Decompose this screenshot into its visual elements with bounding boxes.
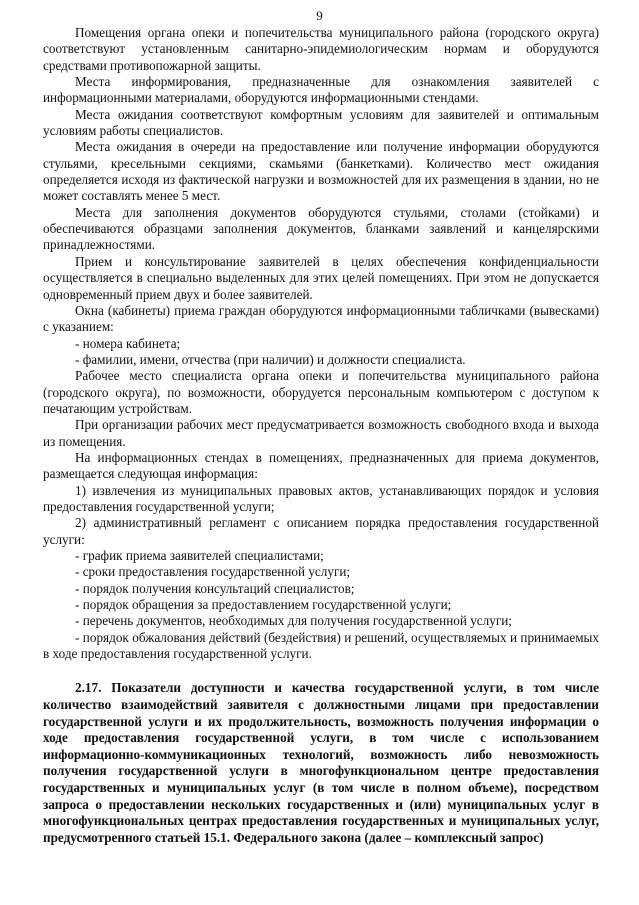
paragraph-waiting-places: Места ожидания соответствуют комфортным условиям для заявителей и оптимальным условиям работы специалистов. bbox=[43, 106, 599, 139]
paragraph-premises: Помещения органа опеки и попечительства муниципального района (городского округа) соответствуют установленным санитарно-эпидемиологическим нормам и оборудуются средствами противопожарной защиты. bbox=[43, 25, 599, 73]
page-number: 9 bbox=[316, 8, 323, 23]
paragraph-workplace: Рабочее место специалиста органа опеки и попечительства муниципального района (городского округа), по возможности, оборудуется персональным компьютером с доступом к печатающим устройствам. bbox=[43, 368, 599, 416]
list-item: - порядок получения консультаций специалистов; bbox=[75, 580, 355, 596]
paragraph-windows: Окна (кабинеты) приема граждан оборудуются информационными табличками (вывесками) с указанием: bbox=[43, 302, 599, 335]
list-item: - порядок обжалования действий (бездействия) и решений, осуществляемых и принимаемых в ходе предоставления государственной услуги. bbox=[43, 629, 599, 662]
paragraph-consultation: Прием и консультирование заявителей в целях обеспечения конфиденциальности осуществляется в специально выделенных для этих целей помещениях. При этом не допускается одновременный прием двух и более заявителей. bbox=[43, 253, 599, 302]
list-item: 1) извлечения из муниципальных правовых актов, устанавливающих порядок и условия предоставления государственной услуги; bbox=[43, 482, 599, 514]
paragraph-form-filling: Места для заполнения документов оборудуются стульями, столами (стойками) и обеспечиваются образцами заполнения документов, бланками заявлений и канцелярскими принадлежностями. bbox=[43, 204, 599, 253]
list-item: - фамилии, имени, отчества (при наличии) и должности специалиста. bbox=[75, 351, 466, 367]
list-item: 2) административный регламент с описанием порядка предоставления государственной услуги: bbox=[43, 515, 599, 547]
list-item: - порядок обращения за предоставлением государственной услуги; bbox=[75, 597, 452, 613]
paragraph-workplace-access: При организации рабочих мест предусматривается возможность свободного входа и выхода из помещения. bbox=[43, 417, 599, 449]
list-item: - сроки предоставления государственной услуги; bbox=[75, 564, 351, 580]
list-item: - перечень документов, необходимых для получения государственной услуги; bbox=[75, 613, 512, 629]
paragraph-info-places: Места информирования, предназначенные для ознакомления заявителей с информационными материалами, оборудуются информационными стендами. bbox=[43, 74, 599, 106]
paragraph-queue-seating: Места ожидания в очереди на предоставление или получение информации оборудуются стульями, кресельными секциями, скамьями (банкетками). Количество мест ожидания определяется исходя из фактической нагрузки и возможностей для их размещения в здании, но не может составлять менее 5 мест. bbox=[43, 139, 599, 204]
list-item: - график приема заявителей специалистами; bbox=[75, 548, 324, 563]
document-body bbox=[43, 25, 599, 846]
list-item: - номера кабинета; bbox=[75, 335, 181, 351]
paragraph-info-stands: На информационных стендах в помещениях, предназначенных для приема документов, размещается следующая информация: bbox=[43, 449, 599, 482]
section-heading: 2.17. Показатели доступности и качества государственной услуги, в том числе количество взаимодействий заявителя с должностными лицами при предоставлении государственной услуги и их продолжительность, возможность получения информации о ходе предоставления государственной услуги, в том числе с использованием информационно-коммуникационных технологий, возможность либо невозможность получения государственной услуги в многофункциональном центре предоставления государственных и муниципальных услуг (в том числе в полном объеме), посредством запроса о предоставлении нескольких государственных и (или) муниципальных услуг в многофункциональных центрах предоставления государственных и муниципальных услуг, предусмотренного статьей 15.1. Федерального закона (далее – комплексный запрос) bbox=[43, 680, 599, 845]
